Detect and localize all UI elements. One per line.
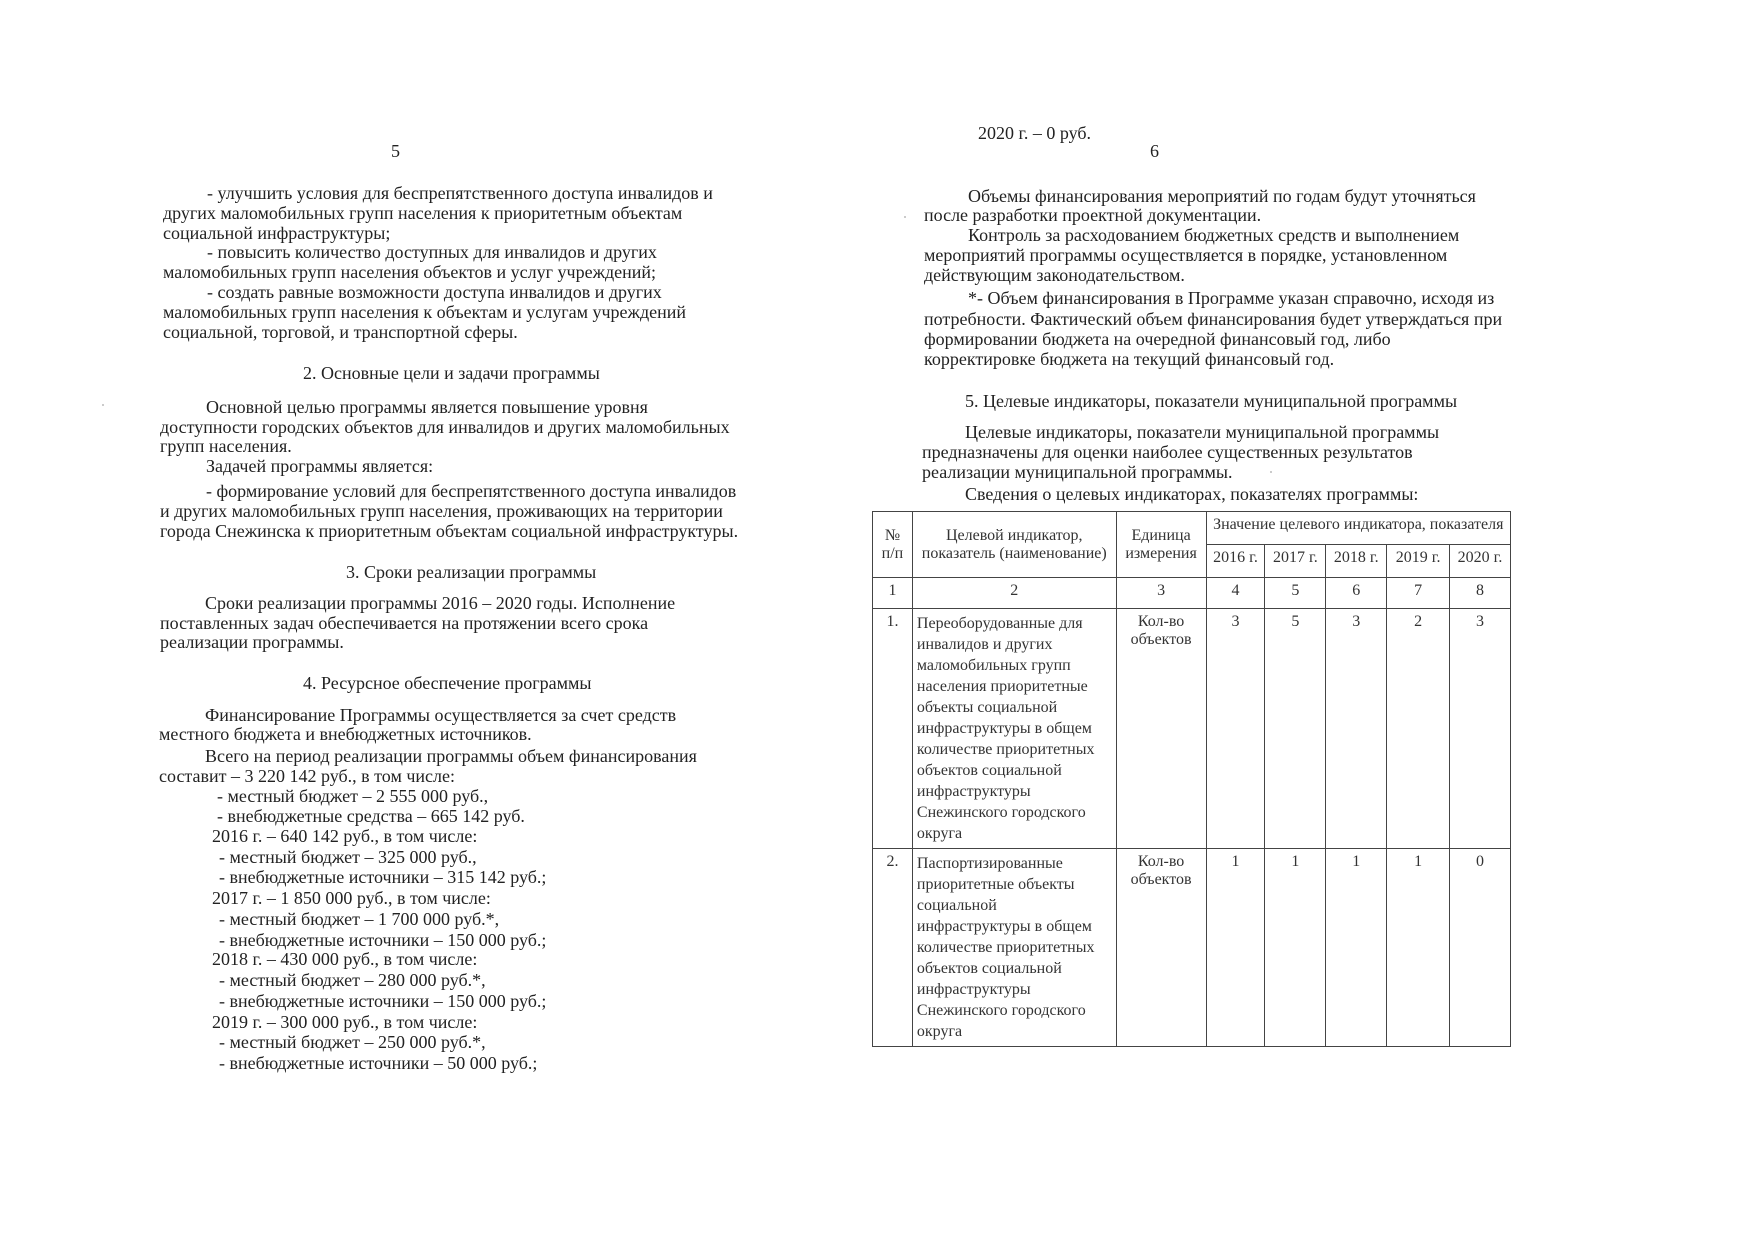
col-number: 5 [1265, 578, 1326, 609]
text-line: Основной целью программы является повышение уровня [206, 397, 648, 417]
indicator-line: инфраструктуры в общем [916, 720, 1092, 737]
text-line: - улучшить условия для беспрепятственного доступа инвалидов и [207, 183, 713, 203]
row-value: 3 [1326, 609, 1387, 849]
indicator-line: инфраструктуры [916, 783, 1031, 800]
header-year: 2020 г. [1450, 545, 1511, 578]
header-unit: Единица измерения [1116, 512, 1206, 578]
row-num: 2. [873, 849, 913, 1047]
text-line: других маломобильных групп населения к приоритетным объектам [163, 203, 683, 223]
text-line: Сведения о целевых индикаторах, показателях программы: [965, 484, 1419, 504]
header-num: № п/п [873, 512, 913, 578]
text-line: действующим законодательством. [924, 265, 1185, 285]
text-line: групп населения. [160, 436, 292, 456]
section-heading: 2. Основные цели и задачи программы [303, 363, 600, 383]
row-value: 0 [1450, 849, 1511, 1047]
text-line: реализации программы. [160, 632, 344, 652]
row-indicator [912, 849, 1116, 1047]
row-value: 3 [1450, 609, 1511, 849]
col-number: 8 [1450, 578, 1511, 609]
text-line: - местный бюджет – 1 700 000 руб.*, [219, 909, 500, 929]
row-value: 1 [1265, 849, 1326, 1047]
table-colnum-row [873, 578, 1511, 609]
text-line: - внебюджетные источники – 50 000 руб.; [219, 1053, 538, 1073]
header-value: Значение целевого индикатора, показателя [1206, 512, 1510, 545]
header-year: 2016 г. [1206, 545, 1265, 578]
text-line: социальной, торговой, и транспортной сферы. [163, 322, 518, 342]
text-line: Объемы финансирования мероприятий по годам будут уточняться [968, 186, 1476, 206]
indicator-line: объектов социальной [916, 960, 1062, 977]
text-line: после разработки проектной документации. [924, 205, 1262, 225]
row-unit: Кол-во объектов [1116, 609, 1206, 849]
text-line: корректировке бюджета на текущий финансовый год. [924, 349, 1335, 369]
row-value: 5 [1265, 609, 1326, 849]
row-value: 1 [1326, 849, 1387, 1047]
text-line: потребности. Фактический объем финансирования будет утверждаться при [924, 309, 1503, 329]
text-line: доступности городских объектов для инвалидов и других маломобильных [160, 417, 730, 437]
text-line: реализации муниципальной программы. [922, 462, 1233, 482]
page-number: 5 [391, 141, 400, 161]
indicator-line: инфраструктуры в общем [916, 918, 1092, 935]
section-heading: 3. Сроки реализации программы [346, 562, 597, 582]
text-line: социальной инфраструктуры; [163, 223, 391, 243]
text-line: Финансирование Программы осуществляется за счет средств [205, 705, 677, 725]
text-line: - внебюджетные источники – 150 000 руб.; [219, 991, 547, 1011]
text-line: 2018 г. – 430 000 руб., в том числе: [212, 949, 478, 969]
text-line: *- Объем финансирования в Программе указан справочно, исходя из [968, 288, 1495, 308]
text-line: Целевые индикаторы, показатели муниципальной программы [965, 422, 1440, 442]
text-line: города Снежинска к приоритетным объектам социальной инфраструктуры. [160, 521, 739, 541]
text-line: - местный бюджет – 325 000 руб., [219, 847, 477, 867]
row-unit: Кол-во объектов [1116, 849, 1206, 1047]
text-line: формировании бюджета на очередной финансовый год, либо [924, 329, 1391, 349]
text-line: Задачей программы является: [206, 456, 434, 476]
col-number: 7 [1387, 578, 1450, 609]
indicator-line: количестве приоритетных [916, 939, 1095, 956]
table-row [873, 609, 1511, 849]
page-number: 6 [1150, 141, 1159, 161]
text-line: Всего на период реализации программы объем финансирования [205, 746, 697, 766]
section-heading: 4. Ресурсное обеспечение программы [303, 673, 592, 693]
text-line: - местный бюджет – 2 555 000 руб., [217, 786, 489, 806]
indicator-line: Переоборудованные для [916, 615, 1083, 632]
section-heading: 5. Целевые индикаторы, показатели муниципальной программы [965, 391, 1458, 411]
indicator-line: маломобильных групп [916, 657, 1071, 674]
header-year: 2018 г. [1326, 545, 1387, 578]
text-line: 2017 г. – 1 850 000 руб., в том числе: [212, 888, 491, 908]
indicators-table [872, 511, 1511, 1047]
indicator-line: Снежинского городского [916, 1002, 1086, 1019]
indicator-line: Снежинского городского [916, 804, 1086, 821]
text-line: - повысить количество доступных для инвалидов и других [207, 242, 657, 262]
scan-speck [904, 216, 906, 218]
indicator-line: округа [916, 825, 963, 842]
indicator-line: приоритетные объекты [916, 876, 1075, 893]
text-line: 2019 г. – 300 000 руб., в том числе: [212, 1012, 478, 1032]
text-line: Сроки реализации программы 2016 – 2020 годы. Исполнение [205, 593, 676, 613]
text-line: маломобильных групп населения объектов и услуг учреждений; [163, 262, 657, 282]
indicator-line: округа [916, 1023, 963, 1040]
table-header-row [873, 512, 1511, 545]
text-line: поставленных задач обеспечивается на протяжении всего срока [160, 613, 649, 633]
text-line: - создать равные возможности доступа инвалидов и других [207, 282, 662, 302]
text-line: и других маломобильных групп населения, проживающих на территории [160, 501, 723, 521]
text-line: предназначены для оценки наиболее существенных результатов [922, 442, 1413, 462]
row-value: 1 [1387, 849, 1450, 1047]
indicator-line: объекты социальной [916, 699, 1058, 716]
row-value: 2 [1387, 609, 1450, 849]
header-year: 2019 г. [1387, 545, 1450, 578]
indicator-line: количестве приоритетных [916, 741, 1095, 758]
row-value: 1 [1206, 849, 1265, 1047]
col-number: 4 [1206, 578, 1265, 609]
row-value: 3 [1206, 609, 1265, 849]
col-number: 6 [1326, 578, 1387, 609]
text-line: мероприятий программы осуществляется в порядке, установленном [924, 245, 1448, 265]
scan-speck [1270, 471, 1272, 473]
table-row [873, 849, 1511, 1047]
text-line: - внебюджетные источники – 150 000 руб.; [219, 930, 547, 950]
indicator-line: инфраструктуры [916, 981, 1031, 998]
header-year: 2017 г. [1265, 545, 1326, 578]
text-line: - внебюджетные средства – 665 142 руб. [217, 806, 525, 826]
indicator-line: населения приоритетные [916, 678, 1088, 695]
row-num: 1. [873, 609, 913, 849]
text-line: составит – 3 220 142 руб., в том числе: [159, 766, 456, 786]
indicator-line: инвалидов и других [916, 636, 1053, 653]
col-number: 3 [1116, 578, 1206, 609]
text-line: - местный бюджет – 280 000 руб.*, [219, 970, 486, 990]
text-line: - местный бюджет – 250 000 руб.*, [219, 1032, 486, 1052]
scan-speck [102, 404, 104, 406]
indicator-line: объектов социальной [916, 762, 1062, 779]
row-indicator [912, 609, 1116, 849]
text-line: Контроль за расходованием бюджетных средств и выполнением [968, 225, 1460, 245]
carry-over-line: 2020 г. – 0 руб. [978, 123, 1092, 143]
col-number: 1 [873, 578, 913, 609]
text-line: - формирование условий для беспрепятственного доступа инвалидов [206, 481, 737, 501]
text-line: - внебюджетные источники – 315 142 руб.; [219, 867, 547, 887]
col-number: 2 [912, 578, 1116, 609]
text-line: местного бюджета и внебюджетных источников. [159, 724, 532, 744]
text-line: маломобильных групп населения к объектам и услугам учреждений [163, 302, 687, 322]
right-page [877, 0, 1754, 1240]
indicator-line: социальной [916, 897, 997, 914]
indicator-line: Паспортизированные [916, 855, 1063, 872]
text-line: 2016 г. – 640 142 руб., в том числе: [212, 826, 478, 846]
header-indicator: Целевой индикатор, показатель (наименование) [912, 512, 1116, 578]
